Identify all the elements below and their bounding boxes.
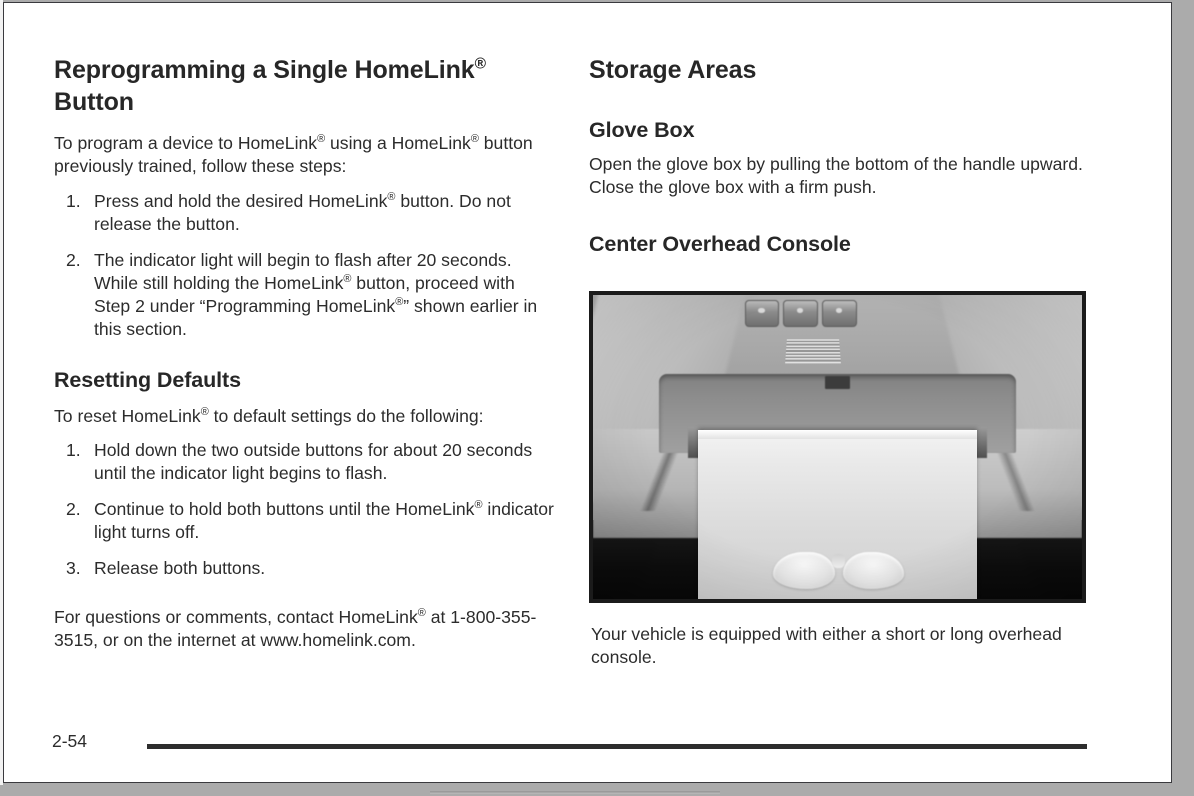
reset-steps-list (54, 439, 554, 580)
console-vent-grille (785, 340, 841, 364)
registered-mark-icon: ® (317, 133, 326, 146)
spacer (589, 211, 1094, 231)
glove-box-heading: Glove Box (589, 117, 695, 142)
spacer (54, 592, 554, 606)
right-margin-strip (1174, 0, 1194, 796)
left-column (54, 55, 554, 664)
intro-text-2: using a HomeLink (325, 133, 471, 153)
page-title-line2: Button (54, 87, 134, 116)
resetting-defaults-heading: Resetting Defaults (54, 367, 241, 392)
step-text-2c: ” shown earlier in this section. (94, 295, 538, 339)
registered-mark-icon: ® (395, 295, 404, 308)
registered-mark-icon: ® (200, 405, 209, 418)
reset-step-text-1: Hold down the two outside buttons for about 20 seconds until the indicator light begins to flash. (94, 440, 533, 484)
reset-step-text-3: Release both buttons. (94, 558, 266, 579)
list-item (54, 439, 554, 485)
list-item (54, 557, 554, 580)
registered-mark-icon: ® (387, 191, 396, 204)
registered-mark-icon: ® (470, 133, 479, 146)
homelink-button-row (745, 300, 857, 327)
lens-bridge (832, 554, 845, 568)
photo-caption: Your vehicle is equipped with either a short or long overhead console. (591, 624, 1062, 667)
contact-text-2: at 1-800-355-3515, or on the internet at www.homelink.com. (54, 607, 537, 651)
list-item (54, 190, 554, 236)
step-text-2a: The indicator light will begin to flash after 20 seconds. While still holding the HomeLink (94, 249, 512, 293)
page-title-line1: Reprogramming a Single HomeLink (54, 56, 475, 84)
contact-paragraph (54, 606, 554, 652)
homelink-button-2 (783, 300, 818, 327)
console-door-latch (825, 376, 849, 390)
list-item (54, 498, 554, 544)
footer-divider (147, 744, 1087, 749)
spacer (54, 353, 554, 367)
photo-image (593, 295, 1082, 599)
contact-text-1: For questions or comments, contact HomeLink (54, 607, 418, 628)
reset-step-text-2a: Continue to hold both buttons until the HomeLink (94, 499, 475, 520)
page-number: 2-54 (52, 731, 88, 751)
step-text-1a: Press and hold the desired HomeLink (94, 190, 388, 211)
lens-recess-right (843, 552, 905, 589)
registered-mark-icon: ® (417, 607, 426, 620)
page-title (54, 55, 554, 118)
page-content (4, 3, 1171, 782)
overhead-console-photo (589, 291, 1086, 603)
tray-top-edge (698, 430, 977, 438)
homelink-button-3 (822, 300, 857, 327)
center-overhead-console-heading: Center Overhead Console (589, 232, 851, 257)
reset-intro-paragraph (54, 405, 554, 428)
right-column (589, 55, 1094, 667)
reset-step-text-2b: indicator light turns off. (94, 499, 554, 543)
step-text-1b: button. Do not release the button. (94, 190, 511, 234)
reset-intro-text-1: To reset HomeLink (54, 405, 201, 426)
storage-areas-heading: Storage Areas (589, 56, 757, 84)
homelink-button-1 (745, 300, 780, 327)
reprogram-steps-list (54, 190, 554, 341)
intro-text-1: To program a device to HomeLink (54, 133, 318, 153)
sunglasses-tray-door (698, 430, 977, 599)
spacer (589, 101, 1094, 117)
sunglasses-recess (773, 552, 904, 589)
registered-mark-icon: ® (474, 499, 483, 512)
list-item (54, 249, 554, 341)
lens-recess-left (773, 552, 835, 589)
intro-text-3: button previously trained, follow these steps: (54, 133, 533, 176)
manual-page (3, 2, 1172, 783)
page-footer (4, 731, 1173, 771)
glove-box-paragraph: Open the glove box by pulling the bottom of the handle upward. Close the glove box with a firm push. (589, 154, 1083, 198)
scan-artifact (430, 791, 720, 794)
reset-intro-text-2: to default settings do the following: (208, 405, 484, 426)
registered-mark-icon: ® (474, 55, 486, 73)
step-text-2b: button, proceed with Step 2 under “Programming HomeLink (94, 272, 515, 316)
intro-paragraph (54, 132, 554, 178)
registered-mark-icon: ® (343, 272, 352, 285)
